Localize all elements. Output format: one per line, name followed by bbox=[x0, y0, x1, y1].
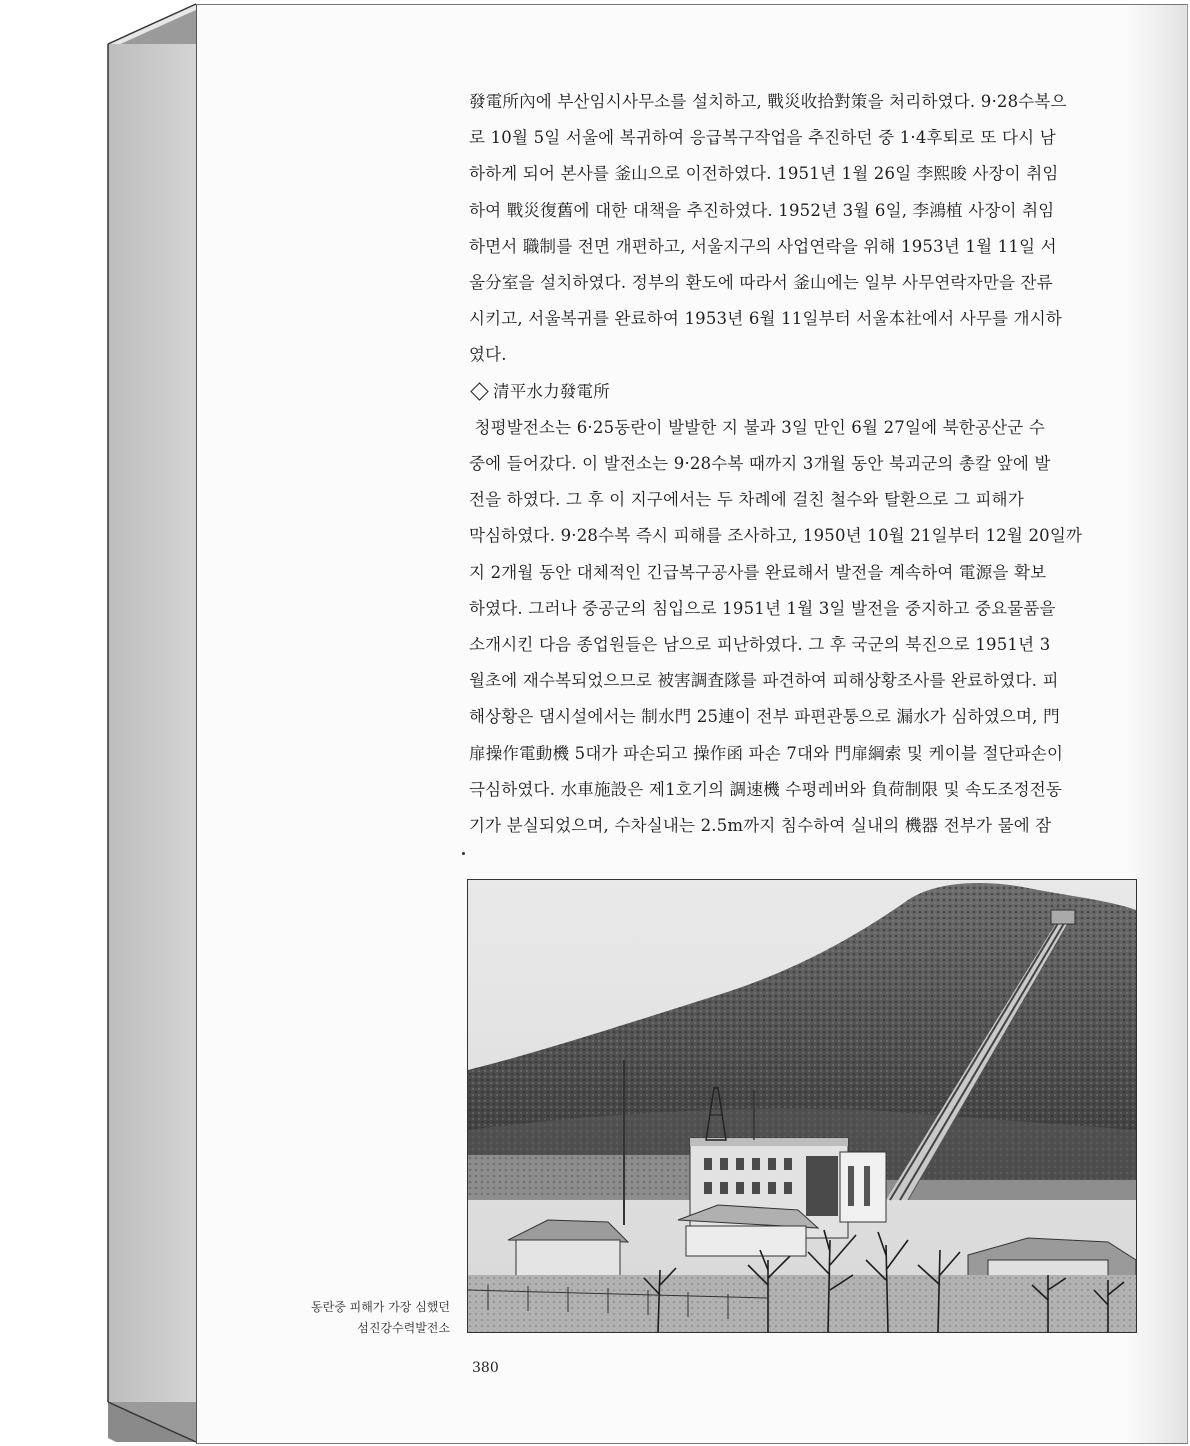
text-line: 하면서 職制를 전면 개편하고, 서울지구의 사업연락을 위해 1953년 1월 11일 서 bbox=[469, 236, 1057, 256]
text-line: 소개시킨 다음 종업원들은 남으로 피난하였다. 그 후 국군의 북진으로 1951년 3 bbox=[469, 635, 1051, 655]
text-line: 시키고, 서울복귀를 완료하여 1953년 6월 11일부터 서울本社에서 사무를 개시하 bbox=[469, 309, 1063, 329]
text-line: 전을 하였다. 그 후 이 지구에서는 두 차례에 걸친 철수와 탈환으로 그 피해가 bbox=[469, 490, 1024, 510]
diamond-bullet-icon bbox=[470, 383, 488, 401]
text-line: 로 10월 5일 서울에 복귀하여 응급복구작업을 추진하던 중 1·4후퇴로 또 다시 남 bbox=[469, 128, 1056, 148]
text-line: 扉操作電動機 5대가 파손되고 操作函 파손 7대와 門扉綱索 및 케이블 절단파손이 bbox=[469, 743, 1064, 763]
caption-line: 동란중 피해가 가장 심했던 bbox=[311, 1300, 450, 1314]
text-line: 하하게 되어 본사를 釜山으로 이전하였다. 1951년 1월 26일 李熙晙 사장이 취임 bbox=[469, 164, 1059, 184]
body-text bbox=[469, 84, 1135, 844]
caption-line: 섬진강수력발전소 bbox=[357, 1321, 450, 1335]
section-heading bbox=[469, 374, 1135, 410]
print-speck bbox=[462, 852, 465, 855]
text-line: 청평발전소는 6·25동란이 발발한 지 불과 3일 만인 6월 27일에 북한공산군 수 bbox=[469, 417, 1045, 437]
text-line: 중에 들어갔다. 이 발전소는 9·28수복 때까지 3개월 동안 북괴군의 총칼 앞에 발 bbox=[469, 454, 1051, 474]
text-line: 월초에 재수복되었으므로 被害調査隊를 파견하여 피해상황조사를 완료하였다. 피 bbox=[469, 671, 1059, 691]
text-line: 發電所內에 부산임시사무소를 설치하고, 戰災收拾對策을 처리하였다. 9·28수복으 bbox=[469, 92, 1067, 111]
text-line: 하였다. 그러나 중공군의 침입으로 1951년 1월 3일 발전을 중지하고 중요물품을 bbox=[469, 598, 1056, 618]
text-line: 였다. bbox=[469, 345, 507, 365]
text-line: 울分室을 설치하였다. 정부의 환도에 따라서 釜山에는 일부 사무연락자만을 잔류 bbox=[469, 273, 1053, 293]
photo-caption bbox=[250, 1297, 450, 1339]
text-line: 지 2개월 동안 대체적인 긴급복구공사를 완료해서 발전을 계속하여 電源을 확보 bbox=[469, 562, 1047, 582]
section-heading-text: 清平水力發電所 bbox=[493, 381, 610, 401]
text-line: 기가 분실되었으며, 수차실내는 2.5m까지 침수하여 실내의 機器 전부가 물에 잠 bbox=[469, 816, 1052, 836]
text-line: 극심하였다. 水車施設은 제1호기의 調速機 수평레버와 負荷制限 및 속도조정전동 bbox=[469, 779, 1063, 799]
page-number: 380 bbox=[472, 1360, 499, 1376]
photo-illustration bbox=[468, 880, 1136, 1332]
text-line: 해상황은 댐시설에서는 制水門 25連이 전부 파편관통으로 漏水가 심하였으며, 門 bbox=[469, 707, 1060, 727]
power-station-photo bbox=[467, 879, 1137, 1333]
text-line: 막심하였다. 9·28수복 즉시 피해를 조사하고, 1950년 10월 21일부터 12월 20일까 bbox=[469, 526, 1083, 546]
text-line: 하여 戰災復舊에 대한 대책을 추진하였다. 1952년 3월 6일, 李鴻植 사장이 취임 bbox=[469, 200, 1055, 220]
